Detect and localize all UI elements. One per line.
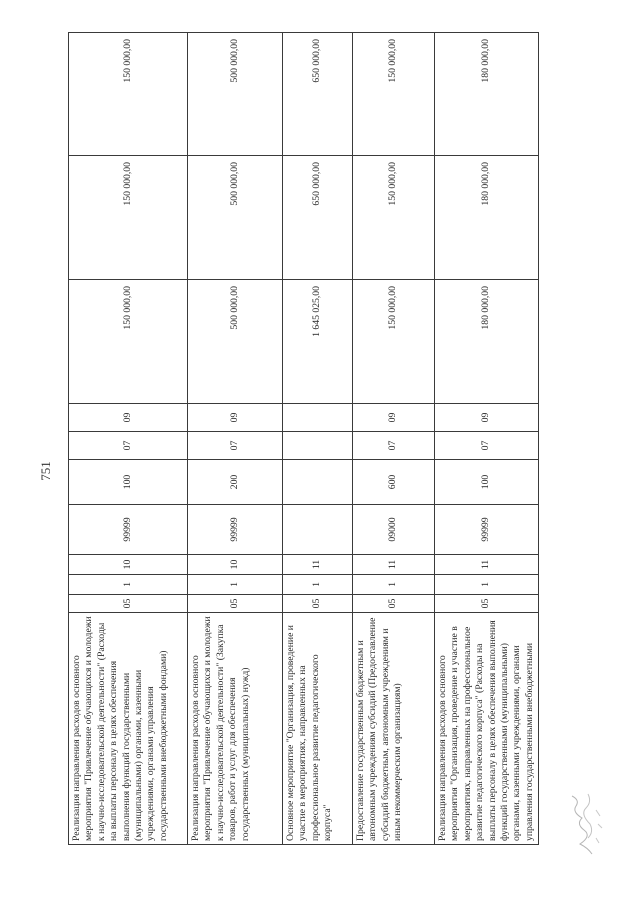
row-description: Реализация направления расходов основного мероприятия "Привлечение обучающихся и молодежи к научно-исследовательской деятельности" (Закупка товаров, работ и услуг для обеспечения государственных (муниципальных) нужд) [188,613,283,845]
table-row [69,33,188,845]
page-number: 751 [37,461,53,481]
code-direction: 99999 [435,505,539,555]
rotated-page-content [68,33,535,845]
amount-year3: 150 000,00 [69,33,188,156]
code-section: 07 [188,432,283,460]
amount-year3: 180 000,00 [435,33,539,156]
budget-table [68,32,539,845]
table-row [435,33,539,845]
amount-year2: 650 000,00 [283,156,353,280]
code-subprogram: 1 [283,575,353,595]
amount-year1: 500 000,00 [188,280,283,404]
handwritten-mark [566,790,606,860]
code-program: 05 [188,595,283,613]
code-direction [283,505,353,555]
code-section: 07 [353,432,435,460]
amount-year2: 180 000,00 [435,156,539,280]
code-program: 05 [69,595,188,613]
code-expense-type [283,460,353,505]
code-event: 10 [69,555,188,575]
amount-year1: 150 000,00 [353,280,435,404]
table-row [283,33,353,845]
code-program: 05 [435,595,539,613]
code-expense-type: 100 [435,460,539,505]
code-direction: 99999 [188,505,283,555]
budget-table-frame [68,33,535,845]
amount-year2: 150 000,00 [69,156,188,280]
code-event: 11 [283,555,353,575]
amount-year2: 500 000,00 [188,156,283,280]
code-section: 07 [435,432,539,460]
row-description: Реализация направления расходов основного мероприятия "Привлечение обучающихся и молодежи к научно-исследовательской деятельности" (Расходы на выплаты персоналу в целях обеспечения выполнения функций государственными (муниципальными) органами, казенными учреждениями, органами управления государственными внебюджетными фондами) [69,613,188,845]
code-expense-type: 100 [69,460,188,505]
code-subsection: 09 [188,404,283,432]
amount-year3: 150 000,00 [353,33,435,156]
code-subsection [283,404,353,432]
table-row [188,33,283,845]
code-event: 10 [188,555,283,575]
row-description: Основное мероприятие "Организация, проведение и участие в мероприятиях, направленных на профессиональное развитие педагогического корпуса" [283,613,353,845]
code-expense-type: 600 [353,460,435,505]
code-section [283,432,353,460]
code-direction: 99999 [69,505,188,555]
code-expense-type: 200 [188,460,283,505]
code-subprogram: 1 [188,575,283,595]
amount-year3: 500 000,00 [188,33,283,156]
row-description: Предоставление государственным бюджетным и автономным учреждениям субсидий (Предоставление субсидий бюджетным, автономным учреждениям и иным некоммерческим организациям) [353,613,435,845]
code-program: 05 [353,595,435,613]
code-subsection: 09 [353,404,435,432]
code-subprogram: 1 [69,575,188,595]
code-section: 07 [69,432,188,460]
amount-year2: 150 000,00 [353,156,435,280]
code-program: 05 [283,595,353,613]
amount-year1: 150 000,00 [69,280,188,404]
table-row [353,33,435,845]
code-subsection: 09 [435,404,539,432]
code-direction: 09000 [353,505,435,555]
amount-year3: 650 000,00 [283,33,353,156]
code-subprogram: 1 [435,575,539,595]
code-event: 11 [435,555,539,575]
code-subsection: 09 [69,404,188,432]
amount-year1: 1 645 025,00 [283,280,353,404]
row-description: Реализация направления расходов основного мероприятия "Организация, проведение и участие в мероприятиях, направленных на профессиональное развитие педагогического корпуса" (Расходы на выплаты персоналу в целях обеспечения выполнения функций государственными (муниципальными) органами, казенными учреждениями, органами управления государственными внебюджетными [435,613,539,845]
code-subprogram: 1 [353,575,435,595]
code-event: 11 [353,555,435,575]
amount-year1: 180 000,00 [435,280,539,404]
